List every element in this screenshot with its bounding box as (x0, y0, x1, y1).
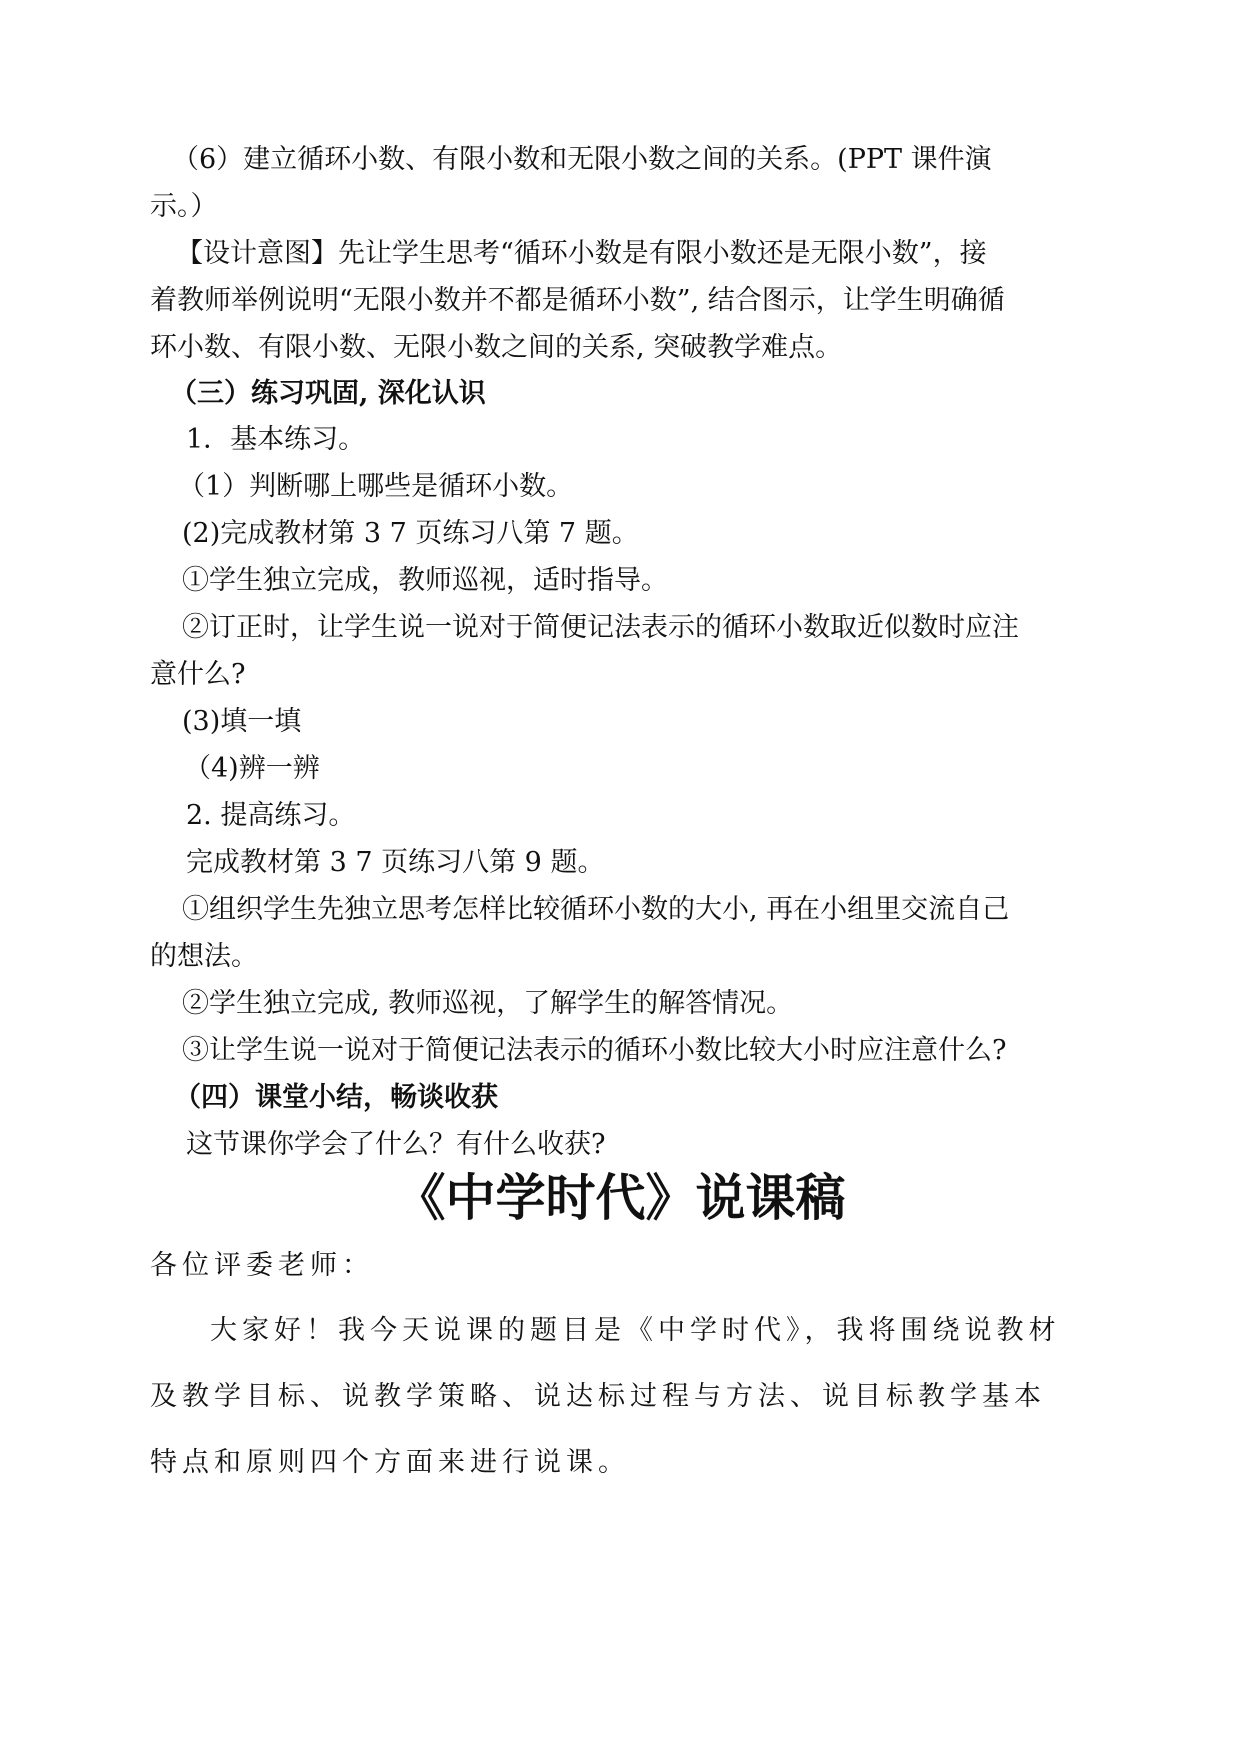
advanced-practice-heading: 2. 提高练习。 (186, 800, 356, 831)
question-1: （1）判断哪上哪些是循环小数。 (178, 471, 574, 502)
summary-question: 这节课你学会了什么？有什么收获? (186, 1129, 606, 1160)
item-6-line-2: 示。） (150, 191, 218, 222)
intro-line-2: 及教学目标、说教学策略、说达标过程与方法、说目标教学基本 (150, 1381, 1046, 1412)
design-intent-line-1: 【设计意图】先让学生思考“循环小数是有限小数还是无限小数”，接 (176, 238, 987, 269)
basic-practice-heading: 1．基本练习。 (186, 424, 366, 455)
section-4-heading: （四）课堂小结，畅谈收获 (174, 1082, 498, 1113)
advanced-step-a-line-2: 的想法。 (150, 941, 258, 972)
document-title: 《中学时代》说课稿 (395, 1169, 846, 1227)
design-intent-line-2: 着教师举例说明“无限小数并不都是循环小数”, 结合图示，让学生明确循 (150, 285, 1005, 316)
question-2: (2)完成教材第 3 7 页练习八第 7 题。 (182, 518, 639, 549)
section-3-heading: （三）练习巩固, 深化认识 (170, 378, 486, 409)
advanced-step-b: ②学生独立完成, 教师巡视，了解学生的解答情况。 (182, 988, 794, 1019)
salutation: 各位评委老师： (150, 1250, 374, 1281)
intro-line-1: 大家好！我今天说课的题目是《中学时代》，我将围绕说教材 (210, 1315, 1061, 1346)
intro-line-3: 特点和原则四个方面来进行说课。 (150, 1447, 630, 1478)
advanced-task: 完成教材第 3 7 页练习八第 9 题。 (186, 847, 605, 878)
design-intent-line-3: 环小数、有限小数、无限小数之间的关系, 突破教学难点。 (150, 332, 843, 363)
question-2-step-b-line-2: 意什么? (150, 659, 246, 690)
question-2-step-a: ①学生独立完成，教师巡视，适时指导。 (182, 565, 668, 596)
question-3: (3)填一填 (182, 706, 302, 737)
advanced-step-a-line-1: ①组织学生先独立思考怎样比较循环小数的大小, 再在小组里交流自己 (182, 894, 1010, 925)
question-2-step-b-line-1: ②订正时，让学生说一说对于简便记法表示的循环小数取近似数时应注 (182, 612, 1019, 643)
advanced-step-c: ③让学生说一说对于简便记法表示的循环小数比较大小时应注意什么? (182, 1035, 1007, 1066)
item-6-line-1: （6）建立循环小数、有限小数和无限小数之间的关系。(PPT 课件演 (172, 144, 992, 175)
question-4: （4)辨一辨 (184, 753, 320, 784)
